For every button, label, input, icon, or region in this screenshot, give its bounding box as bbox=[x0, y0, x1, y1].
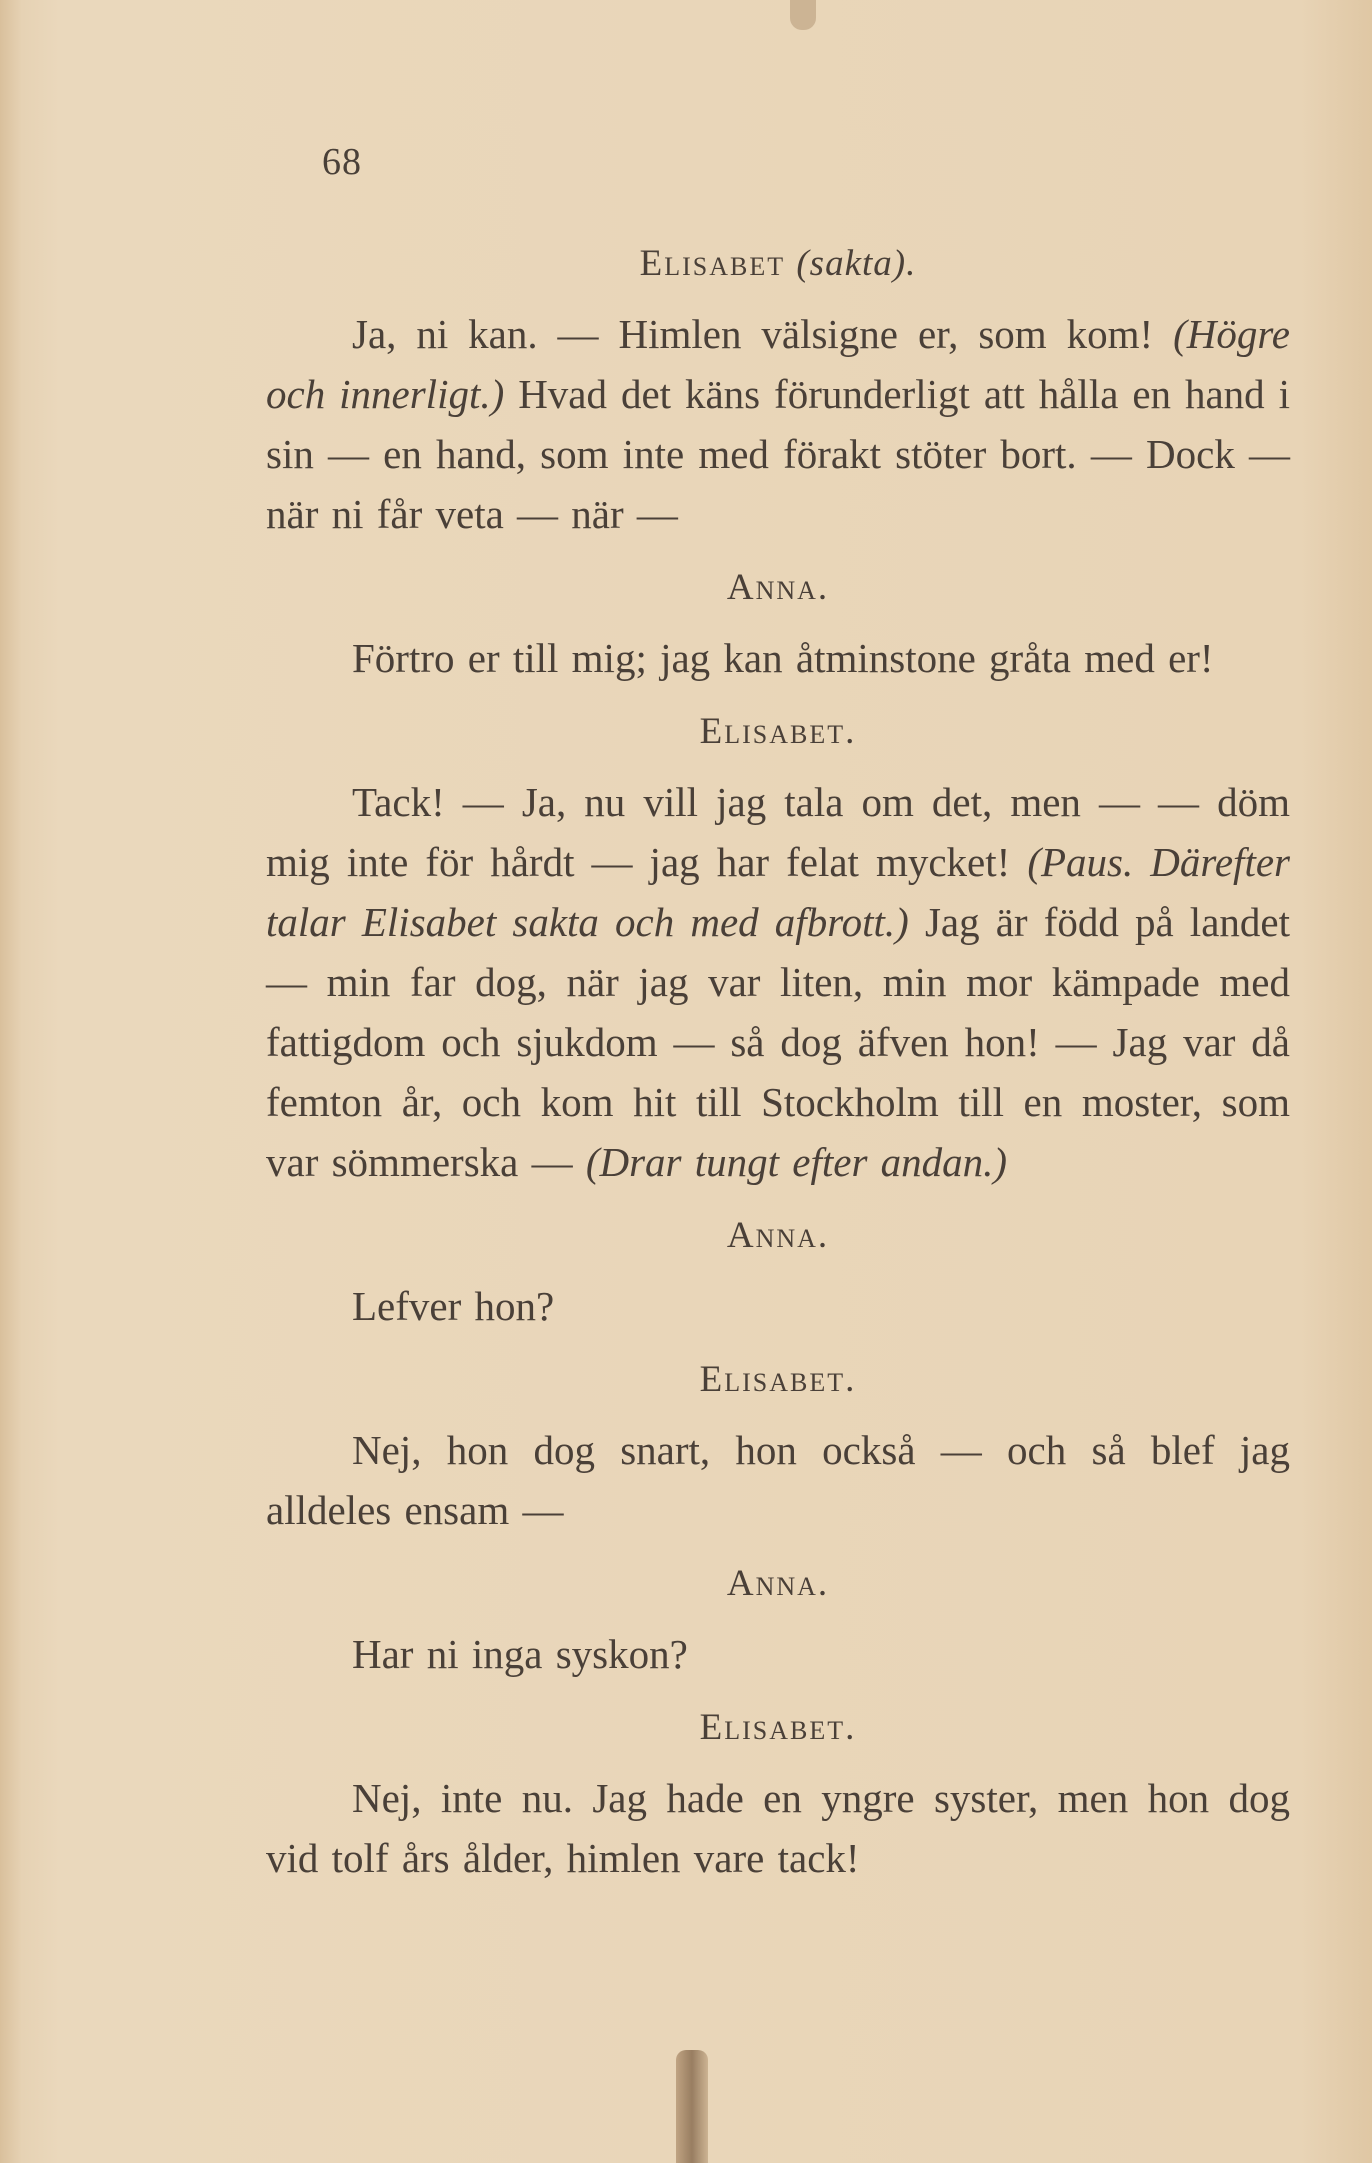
speaker-label: Elisabet bbox=[639, 243, 786, 284]
speaker-name bbox=[266, 558, 1290, 618]
speech-text: Nej, hon dog snart, hon också — och så blef jag alldeles ensam — bbox=[266, 1427, 1290, 1533]
speech-text: Ja, ni kan. — Himlen välsigne er, som kom! bbox=[352, 311, 1174, 357]
speech-text: Tack! — Ja, nu vill jag tala om det, men — — döm mig inte för hårdt — jag har felat mycket! bbox=[266, 779, 1290, 885]
speaker-label: Elisabet. bbox=[699, 1359, 857, 1400]
speech-text: Lefver hon? bbox=[352, 1283, 555, 1329]
speech-paragraph bbox=[266, 1624, 1290, 1684]
speaker-name bbox=[266, 1698, 1290, 1758]
speaker-label: Elisabet. bbox=[699, 711, 857, 752]
speech-paragraph bbox=[266, 1276, 1290, 1336]
speech-text: Jag är född på landet — min far dog, när jag var liten, min mor kämpade med fattigdom och sjukdom — så dog äfven hon! — Jag var då femton år, och kom hit till Stockholm till en moster, som var sömmerska — bbox=[266, 899, 1290, 1185]
speaker-name bbox=[266, 1350, 1290, 1410]
stage-direction: (Paus. Därefter talar Elisabet sakta och med afbrott.) bbox=[266, 839, 1290, 945]
binding-thread bbox=[676, 2050, 708, 2163]
speech-paragraph bbox=[266, 1420, 1290, 1540]
speech-paragraph bbox=[266, 772, 1290, 1192]
speech-text: Hvad det käns förunderligt att hålla en hand i sin — en hand, som inte med förakt stöter bort. — Dock — när ni får veta — när — bbox=[266, 371, 1290, 537]
speaker-name bbox=[266, 1206, 1290, 1266]
speech-text: Förtro er till mig; jag kan åtminstone gråta med er! bbox=[352, 635, 1214, 681]
speaker-label: Anna. bbox=[726, 1215, 830, 1256]
speech-text: Har ni inga syskon? bbox=[352, 1631, 688, 1677]
play-text bbox=[266, 220, 1290, 1888]
stage-direction: (Drar tungt efter andan.) bbox=[585, 1139, 1008, 1185]
stage-direction: (Högre och innerligt.) bbox=[266, 311, 1290, 417]
speaker-label: Anna. bbox=[726, 1563, 830, 1604]
page-number: 68 bbox=[322, 141, 362, 183]
speech-paragraph bbox=[266, 628, 1290, 688]
speaker-label: Elisabet. bbox=[699, 1707, 857, 1748]
speaker-label: Anna. bbox=[726, 567, 830, 608]
speech-text: Nej, inte nu. Jag hade en yngre syster, men hon dog vid tolf års ålder, himlen vare tack! bbox=[266, 1775, 1290, 1881]
binding-thread-top bbox=[790, 0, 816, 30]
speaker-name bbox=[266, 234, 1290, 294]
speech-paragraph bbox=[266, 1768, 1290, 1888]
speech-paragraph bbox=[266, 304, 1290, 544]
speaker-name bbox=[266, 1554, 1290, 1614]
speaker-name bbox=[266, 702, 1290, 762]
speaker-direction: (sakta). bbox=[796, 243, 917, 284]
